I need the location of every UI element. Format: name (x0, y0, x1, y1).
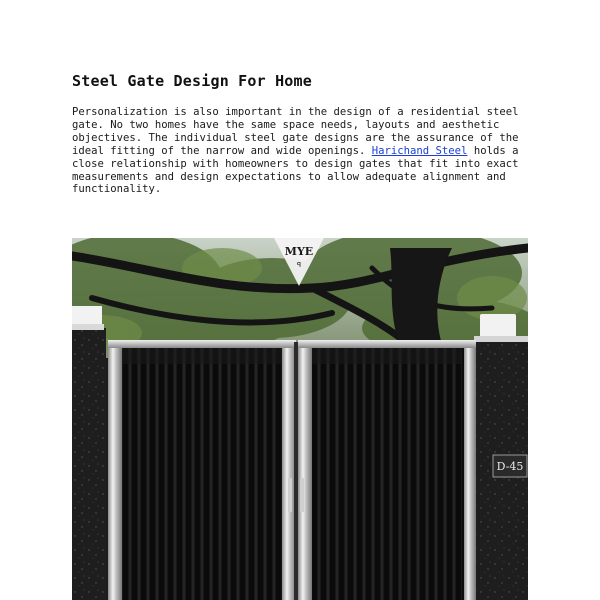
paragraph-text-after-link: holds a close relationship with homeowners to design gates that fit into exact measurements and design expectations to allow adequate alignment and functionality. (72, 144, 519, 196)
right-pillar (474, 314, 528, 600)
gate-right-leaf (298, 340, 476, 600)
door-plate-number: D-45 (496, 460, 524, 473)
left-pillar (72, 306, 106, 600)
svg-text:ꟼ: ꟼ (296, 261, 302, 269)
page-title: Steel Gate Design For Home (72, 72, 312, 90)
harichand-steel-link[interactable]: Harichand Steel (371, 144, 468, 157)
paragraph-text-before-link: Personalization is also important in the design of a residential steel gate. No two homes have the same space needs, layouts and aesthetic objectives. The individual steel gate designs are the assurance of the ideal fitting of the narrow and wide openings. (72, 106, 519, 157)
gate-left-leaf (108, 340, 296, 600)
article-paragraph (72, 106, 530, 196)
logo-text: MYE (284, 245, 314, 258)
steel-gate-photo (72, 238, 528, 600)
